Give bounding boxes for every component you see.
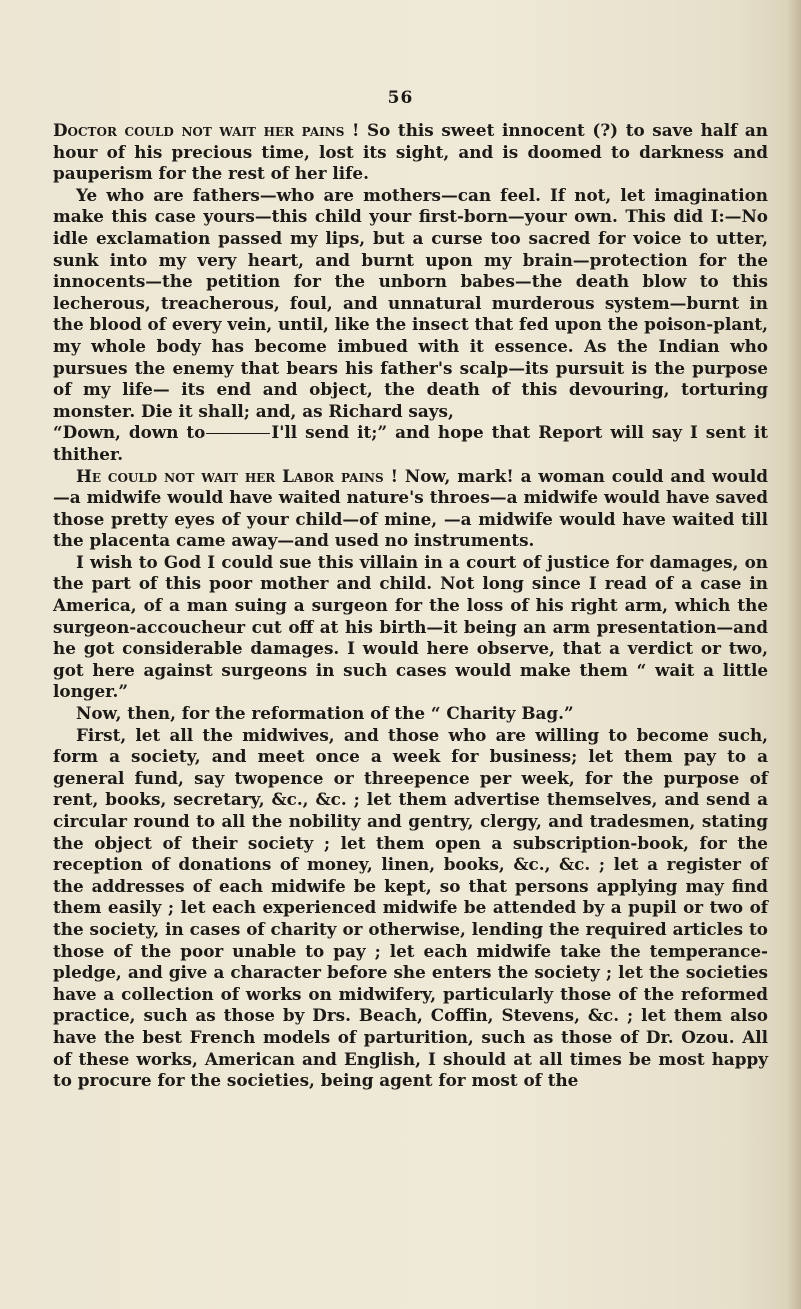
paragraph-1: [53, 120, 768, 185]
paragraph-4-text: ! Now, mark! a woman could and would—a midwife would have waited nature's throes—a midwife would have saved those pretty eyes of your child—of mine, —a midwife would have waited till the placenta came away—and used no instruments.: [53, 465, 768, 551]
paragraph-3: [53, 422, 768, 465]
paragraph-3-text-a: “Down, down to: [53, 422, 206, 443]
paragraph-5: [53, 552, 768, 703]
page-edge-shadow: [787, 0, 801, 1309]
em-rule: [206, 433, 270, 434]
paragraph-5-text: I wish to God I could sue this villain in a court of justice for damages, on the part of this poor mother and child. Not long since I read of a case in America, of a man suing a surgeon for the loss of his right arm, which the surgeon-accoucheur cut off at his birth—it being an arm presentation—and he got considerable damages. I would here observe, that a verdict or two, got here against surgeons in such cases would make them “ wait a little longer.”: [53, 551, 768, 702]
paragraph-2-text: Ye who are fathers—who are mothers—can feel. If not, let imagination make this case yours—this child your first-born—your own. This did I:—No idle exclamation passed my lips, but a curse too sacred for voice to utter, sunk into my very heart, and burnt upon my brain—protection for the innocents—the petition for the unborn babes—the death blow to this lecherous, treacherous, foul, and unnatural murderous system—burnt in the blood of every vein, until, like the insect that fed upon the poison-plant, my whole body has become imbued with it essence. As the Indian who pursues the enemy that bears his father's scalp—its pursuit is the purpose of my life— its end and object, the death of this devouring, torturing monster. Die it shall; and, as Richard says,: [53, 184, 768, 421]
paragraph-6: [53, 703, 768, 725]
page-number: 56: [387, 88, 414, 108]
paragraph-4-lead: He could not wait her Labor pains: [76, 465, 384, 486]
body-text: [53, 120, 768, 1092]
paragraph-7-text: First, let all the midwives, and those who are willing to become such, form a society, and meet once a week for business; let them pay to a general fund, say twopence or threepence per week, for the purpose of rent, books, secretary, &c., &c. ; let them advertise themselves, and send a circular round to all the nobility and gentry, clergy, and tradesmen, stating the object of their society ; let them open a subscription-book, for the reception of donations of money, linen, books, &c., &c. ; let a register of the addresses of each midwife be kept, so that persons applying may find them easily ; let each experienced midwife be attended by a pupil or two of the society, in cases of charity or otherwise, lending the required articles to those of the poor unable to pay ; let each midwife take the temperance-pledge, and give a character before she enters the society ; let the societies have a collection of works on midwifery, particularly those of the reformed practice, such as those by Drs. Beach, Coffin, Stevens, &c. ; let them also have the best French models of parturition, such as those of Dr. Ozou. All of these works, American and English, I should at all times be most happy to procure for the societies, being agent for most of the: [53, 724, 768, 1091]
paragraph-4: [53, 466, 768, 552]
paragraph-7: [53, 725, 768, 1092]
paragraph-2: [53, 185, 768, 423]
paragraph-1-lead: Doctor could not wait her pains: [53, 120, 345, 140]
paragraph-1-text: ! So this sweet innocent (?) to save half an hour of his precious time, lost its sight, and is doomed to darkness and pauperism for the rest of her life.: [53, 120, 768, 184]
paragraph-6-text: Now, then, for the reformation of the “ Charity Bag.”: [76, 703, 574, 724]
paragraph-3-text-b: I'll send it;” and hope that Report will say I sent it thither.: [53, 422, 768, 464]
